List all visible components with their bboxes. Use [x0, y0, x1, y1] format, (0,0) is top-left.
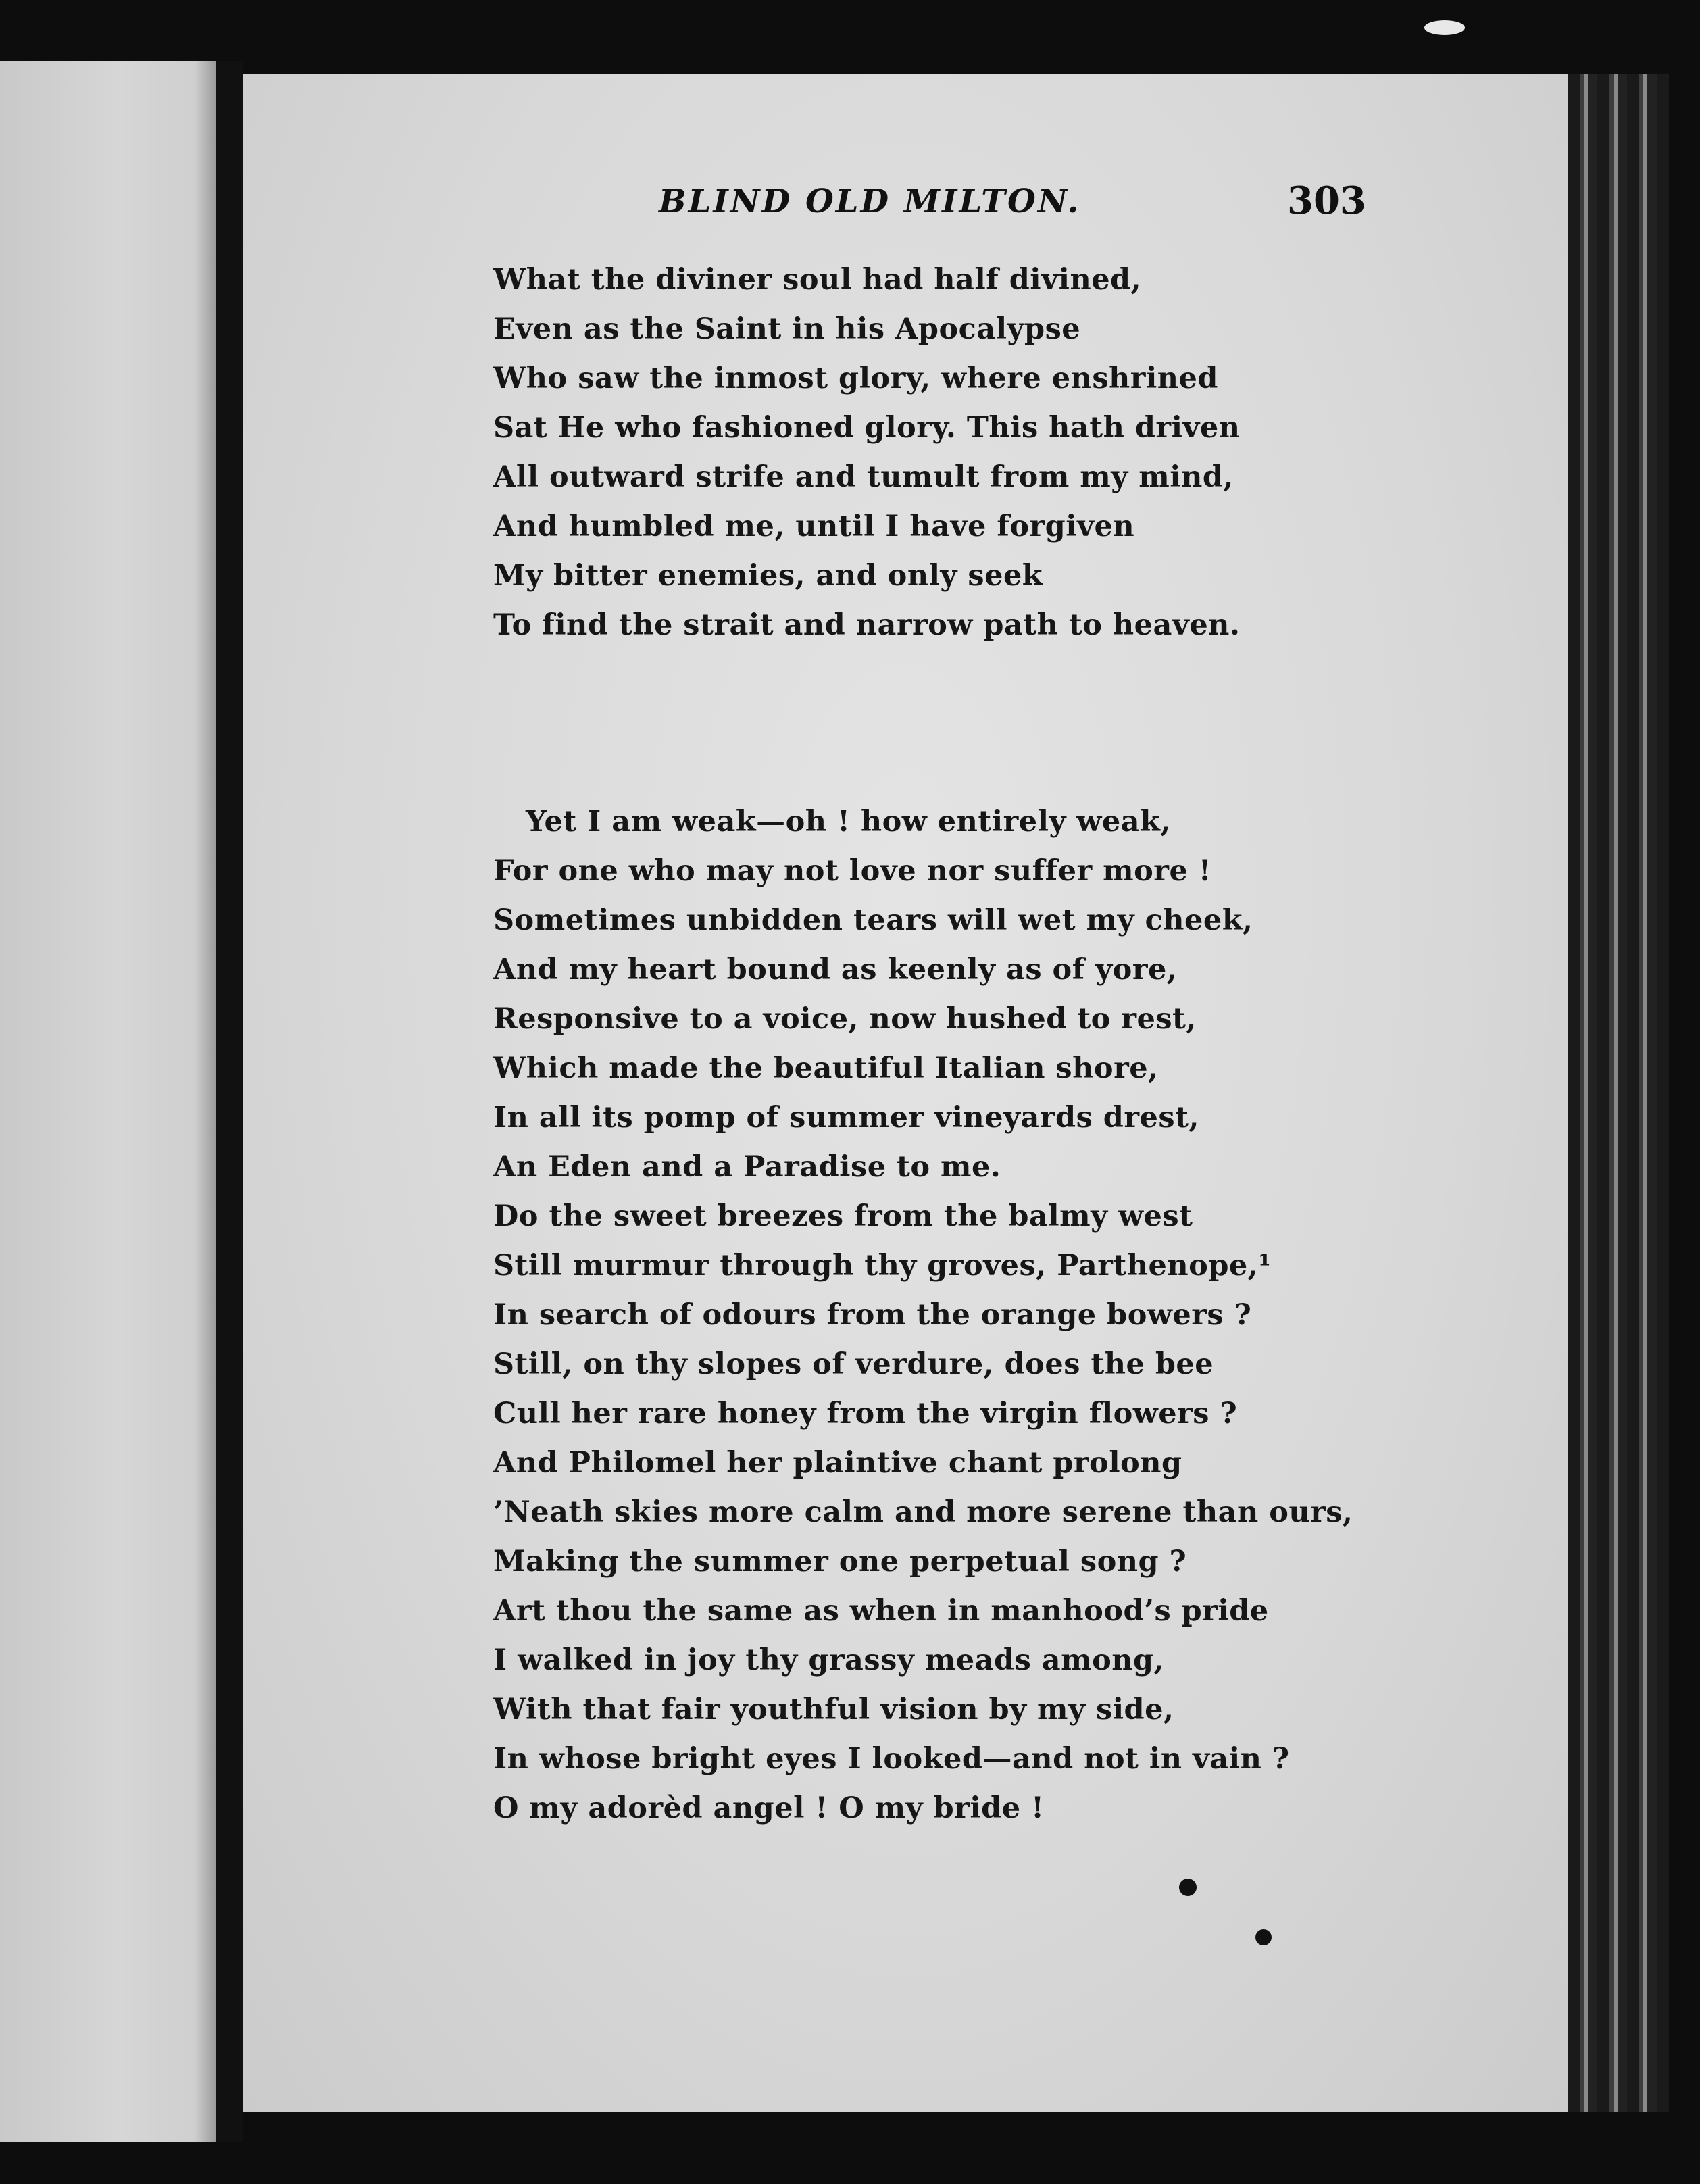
poem-line: Still, on thy slopes of verdure, does the bee: [493, 1347, 1214, 1381]
page-number: 303: [1287, 178, 1366, 223]
poem-line: To find the strait and narrow path to heaven.: [493, 608, 1241, 642]
poem-line: And Philomel her plaintive chant prolong: [493, 1446, 1182, 1480]
poem-line: With that fair youthful vision by my side,: [493, 1693, 1174, 1727]
scan-speck: [1424, 20, 1465, 35]
poem-line: And my heart bound as keenly as of yore,: [493, 953, 1178, 987]
poem-line: Which made the beautiful Italian shore,: [493, 1051, 1159, 1085]
poem-line: Making the summer one perpetual song ?: [493, 1545, 1187, 1579]
poem-line: An Eden and a Paradise to me.: [493, 1150, 1001, 1184]
poem-line: For one who may not love nor suffer more !: [493, 854, 1212, 888]
poem-line: All outward strife and tumult from my mind,: [493, 460, 1234, 494]
page-header: [243, 178, 1568, 243]
poem-line: Responsive to a voice, now hushed to rest,: [493, 1002, 1197, 1036]
book-gutter: [216, 61, 243, 2142]
poem-line: Sat He who fashioned glory. This hath driven: [493, 411, 1241, 445]
poem-line: Who saw the inmost glory, where enshrined: [493, 362, 1218, 395]
poem-line: ’Neath skies more calm and more serene than ours,: [493, 1495, 1353, 1529]
poem-line: Do the sweet breezes from the balmy west: [493, 1199, 1193, 1233]
ink-speck: [1255, 1929, 1272, 1945]
stanza: [493, 255, 1241, 650]
poem-line: And humbled me, until I have forgiven: [493, 510, 1135, 543]
stanza: [493, 797, 1353, 1833]
poem-line: Sometimes unbidden tears will wet my cheek,: [493, 903, 1253, 937]
facing-page-edge: [0, 61, 216, 2142]
poem-line: Still murmur through thy groves, Parthenope,¹: [493, 1249, 1272, 1283]
poem-line: What the diviner soul had half divined,: [493, 263, 1142, 297]
running-title: BLIND OLD MILTON.: [659, 182, 1081, 220]
poem-line: Yet I am weak—oh ! how entirely weak,: [526, 805, 1171, 839]
poem-line: O my adorèd angel ! O my bride !: [493, 1791, 1045, 1825]
ink-speck: [1179, 1879, 1197, 1896]
poem-line: My bitter enemies, and only seek: [493, 559, 1043, 593]
page-stack-edges: [1568, 74, 1669, 2112]
poem-line: Even as the Saint in his Apocalypse: [493, 312, 1081, 346]
poem-line: I walked in joy thy grassy meads among,: [493, 1643, 1165, 1677]
poem-line: Art thou the same as when in manhood’s pride: [493, 1594, 1269, 1628]
poem-line: Cull her rare honey from the virgin flowers ?: [493, 1397, 1238, 1431]
poem-line: In whose bright eyes I looked—and not in vain ?: [493, 1742, 1290, 1776]
poem-line: In all its pomp of summer vineyards drest,: [493, 1101, 1199, 1135]
poem-line: In search of odours from the orange bowers ?: [493, 1298, 1252, 1332]
